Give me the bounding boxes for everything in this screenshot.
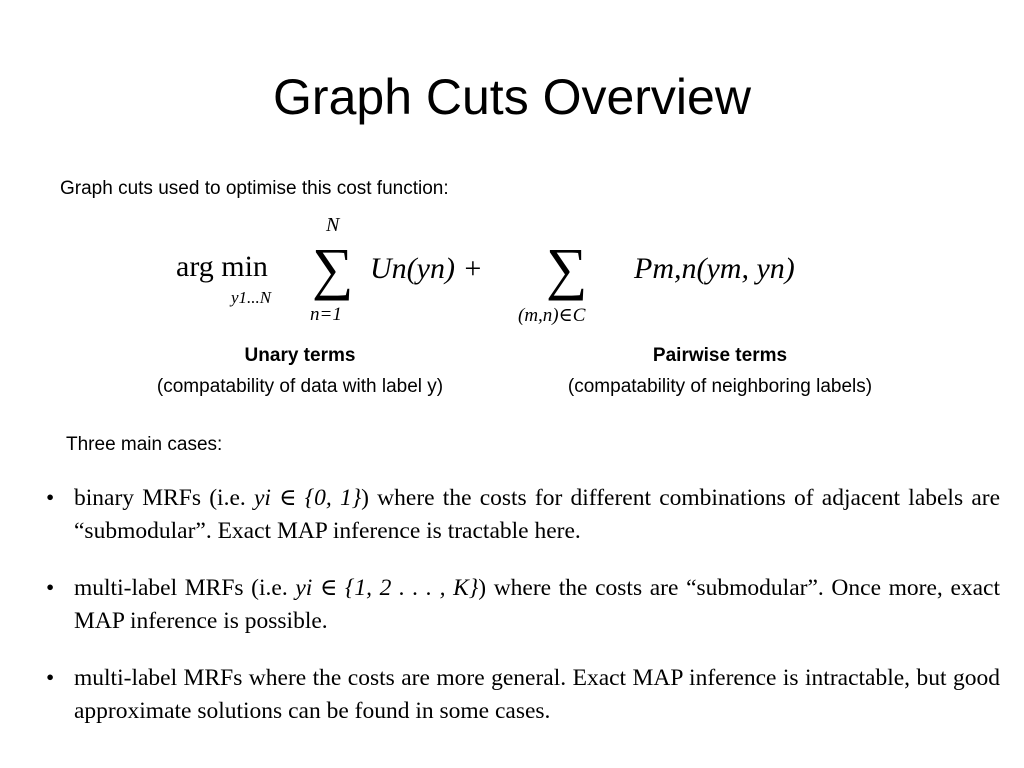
case-math: yi ∈ {1, 2 . . . , K} [295, 575, 479, 601]
case-text: multi-label MRFs (i.e. [74, 575, 296, 601]
list-item [40, 482, 1000, 548]
cases-list [40, 482, 1000, 752]
formula-argmin-subscript: y1...N [231, 288, 272, 307]
case-text: binary MRFs (i.e. [74, 485, 254, 511]
case-text-continued: ) where the costs for different combinations of adjacent labels are “submodular”. Exact MAP inference is tractable here. [74, 485, 1001, 544]
unary-terms-label: Unary terms [244, 345, 356, 366]
bullet-icon: • [46, 665, 55, 691]
pairwise-terms-caption [520, 340, 920, 402]
list-item [40, 662, 1000, 728]
list-item [40, 572, 1000, 638]
formula-sum2-sigma: ∑ [546, 236, 588, 301]
pairwise-terms-description: (compatability of neighboring labels) [567, 376, 873, 397]
pairwise-terms-label: Pairwise terms [652, 345, 788, 366]
formula-sum1-lower: n=1 [310, 304, 342, 325]
bullet-icon: • [46, 575, 55, 601]
bullet-icon: • [46, 485, 55, 511]
case-text-continued: ) where the costs are “submodular”. Once more, exact MAP inference is possible. [74, 575, 1001, 634]
case-math: yi ∈ {0, 1} [253, 485, 362, 511]
formula-sum1-sigma: ∑ [312, 236, 354, 301]
case-text: multi-label MRFs where the costs are more general. Exact MAP inference is intractable, but good approximate solutions can be found in some cases. [74, 665, 1000, 724]
unary-terms-description: (compatability of data with label y) [156, 376, 444, 397]
formula-unary-term: Un(yn) + [370, 252, 483, 285]
formula-sum2-lower: (m,n)∈C [518, 305, 586, 326]
intro-text: Graph cuts used to optimise this cost function: [60, 178, 449, 199]
formula-pairwise-term: Pm,n(ym, yn) [634, 252, 795, 285]
slide-title: Graph Cuts Overview [273, 69, 751, 125]
formula-sum1-upper: N [326, 214, 340, 236]
cases-heading: Three main cases: [66, 434, 223, 455]
cost-function-formula [176, 212, 896, 342]
formula-argmin: arg min [176, 250, 268, 283]
unary-terms-caption [110, 340, 490, 402]
